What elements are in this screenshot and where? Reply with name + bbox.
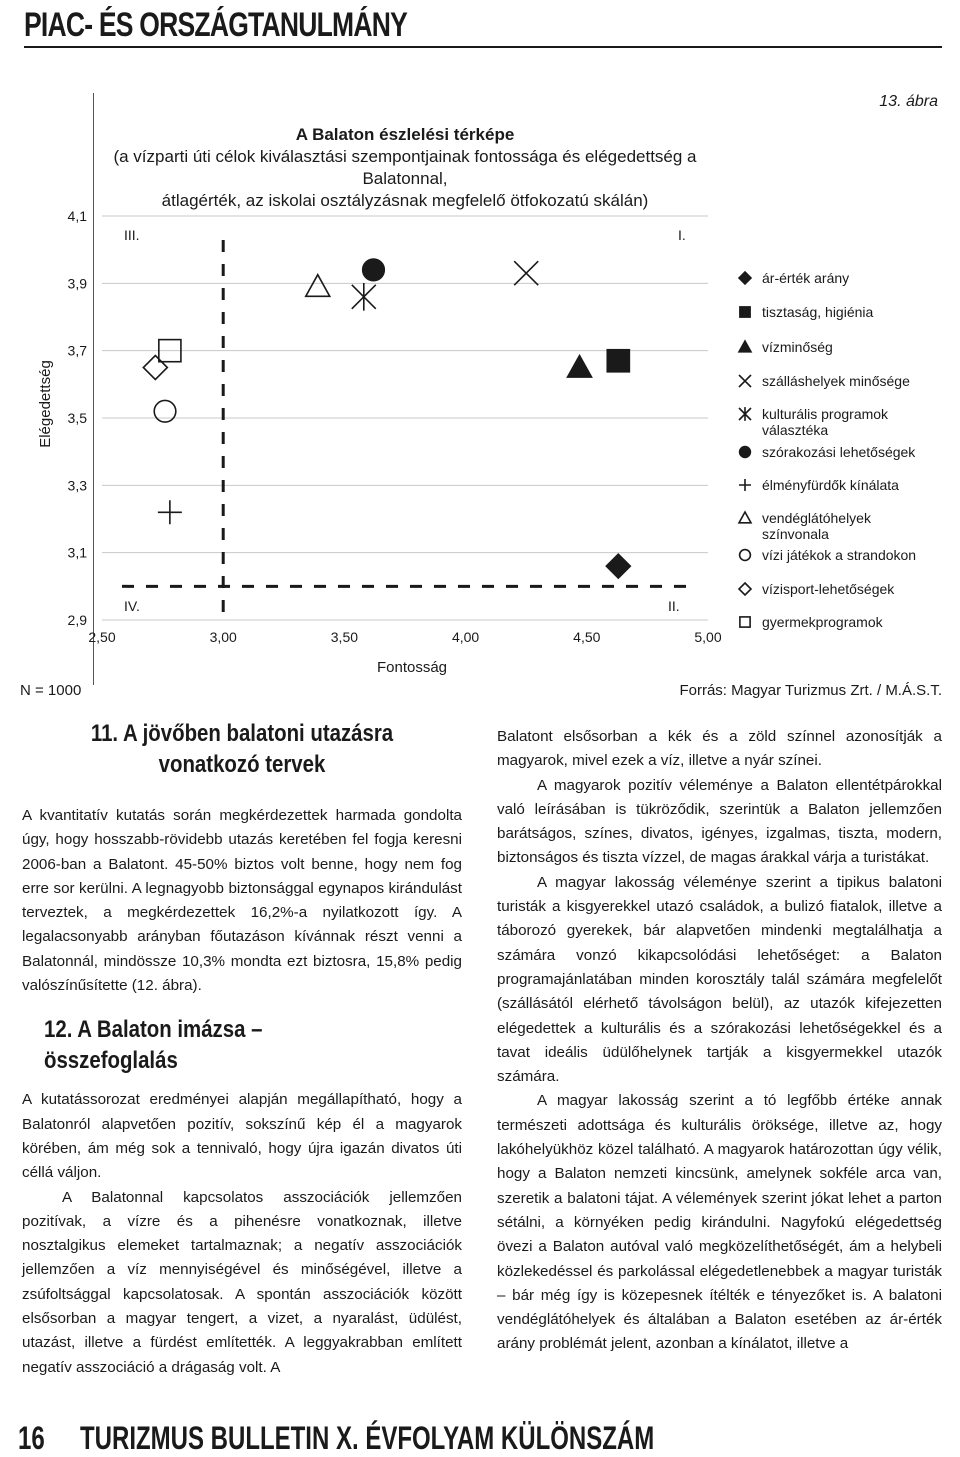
legend-marker <box>739 583 751 595</box>
legend-label: vízminőség <box>762 339 833 355</box>
section-11-paragraph: A kvantitatív kutatás során megkérdezettek harmada gondolta úgy, hogy hosszabb-rövidebb utazás keretében fel fogja keresni 2006-ban a Balatont. 45-50% biztos volt benne, hogy nem fog erre sor kerülni. A legnagyobb biztonsággal egynapos kirándulást terveztek, a megkérdezettek 16,2%-a nyilatkozott így. A legalacsonyabb arányban főutazáson kívánnak részt venni a Balatonnál, mindössze 10,3% mondta ezt biztosra, 15,8% pedig valószínűsítette (12. ábra). <box>22 807 462 995</box>
x-tick-label: 2,50 <box>88 629 116 645</box>
quadrant-label-iii: III. <box>124 227 140 243</box>
y-tick-label: 3,1 <box>67 544 87 561</box>
legend-label: ár-érték arány <box>762 270 850 286</box>
quadrant-label-iv: IV. <box>124 598 140 614</box>
section-11-title-line1: 11. A jövőben balatoni utazásra <box>90 720 394 747</box>
legend-marker <box>739 375 751 387</box>
data-point <box>606 554 630 578</box>
y-axis-title: Elégedettség <box>37 360 54 448</box>
legend-label: szórakozási lehetőségek <box>762 444 916 460</box>
chart-title-block <box>95 124 715 212</box>
x-tick-label: 4,50 <box>573 629 601 645</box>
chart-source: Forrás: Magyar Turizmus Zrt. / M.Á.S.T. <box>679 682 942 699</box>
y-tick-label: 2,9 <box>67 612 87 628</box>
page-header-title: PIAC- ÉS ORSZÁGTANULMÁNY <box>24 6 408 44</box>
data-point <box>363 259 385 281</box>
quadrant-label-i: I. <box>678 227 686 243</box>
legend-marker <box>739 272 751 284</box>
right-paragraph-3: A magyar lakosság véleménye szerint a tipikus balatoni turisták a kisgyerekkel utazó családok, a bulizó fiatalok, illetve a táborozó gyerekek, bár alapvetően mindenki megtalálhatja a számára vonzó kikapcsolódási lehetőséget: a Balaton programajánlatában minden korosztály talál számára megfelelőt (szállásától elérhető távolságon belül), az utazók kifejezetten elégedettek a kulturális és a szórakozási lehetőségekkel és a tavat ideális üdülőhelynek tartják a kisgyermekkel utazók számára. <box>497 873 942 1086</box>
x-axis-title: Fontosság <box>376 659 448 676</box>
legend-label: vendéglátóhelyek <box>762 510 871 526</box>
legend-label: színvonala <box>762 526 829 542</box>
legend-marker <box>739 512 751 523</box>
legend-label: kulturális programok <box>762 406 889 422</box>
legend-label: gyermekprogramok <box>762 614 883 630</box>
data-point <box>306 275 330 297</box>
legend-marker <box>740 447 751 458</box>
legend-label: vízi játékok a strandokon <box>762 547 917 563</box>
section-12-paragraph-1: A kutatássorozat eredményei alapján megállapítható, hogy a Balatonról alapvetően pozitív, sokszínű kép él a magyarok körében, ám még sok a tennivaló, hogy újra igazán divatos úti céllá váljon. <box>22 1091 462 1182</box>
data-point <box>568 356 592 378</box>
data-point <box>514 261 538 285</box>
legend-label: élményfürdők kínálata <box>762 477 899 493</box>
x-tick-label: 5,00 <box>694 629 722 645</box>
legend-label: választéka <box>762 422 829 438</box>
section-12-paragraph-2: A Balatonnal kapcsolatos asszociációk jellemzően pozitívak, a vízre és a pihenésre vonatkoznak, illetve nosztalgikus elemeket tartalmaznak; a negatív asszociációk jellemzően a víz mennyiségével és minőségével, illetve a zsúfoltsággal kapcsolatosak. A spontán asszociációk között elsősorban a magyar tengert, a vizet, a nyaralást, üdülést, utazást, illetve a fürdést említették. A leggyakrabban említett negatív asszociáció a drágaság volt. A <box>22 1188 462 1376</box>
legend-marker <box>739 479 751 491</box>
quadrant-label-ii: II. <box>668 598 680 614</box>
right-paragraph-1: Balatont elsősorban a kék és a zöld színnel azonosítják a magyarok, mivel ezek a víz, illetve a nyár színei. <box>497 728 942 770</box>
data-point <box>607 350 629 372</box>
right-paragraph-4: A magyar lakosság szerint a tó legfőbb értéke annak természeti adottsága és kulturális öröksége, illetve az, hogy lakóhelyükhöz közel található. A magyarok határozottan úgy vélik, hogy a Balaton nemzeti kincsünk, amelynek sokféle arca van, szeretik a balatoni tájat. A vélemények szerint jókat lehet a parton sétálni, a környéken pedig kirándulni. Nagyfokú elégedettség övezi a Balaton autóval való megközelíthetőségét, ám a helybeli közlekedéssel és parkolással elégedetlenebbek a magyar turisták – bár még így is közepesnek ítélték e tényezőket is. A balatoni vendéglátóhelyek és általában a Balaton esetében az ár-érték arány problémát jelent, azonban a kínálatot, illetve a <box>497 1092 942 1353</box>
legend-label: szálláshelyek minősége <box>762 373 910 389</box>
legend-marker <box>740 550 751 561</box>
x-tick-label: 3,50 <box>330 629 359 645</box>
section-11-title-line2: vonatkozó tervek <box>158 751 326 778</box>
header-rule <box>24 46 942 48</box>
data-point <box>154 400 176 422</box>
y-tick-label: 4,1 <box>67 208 87 224</box>
right-column <box>497 725 942 1357</box>
data-point <box>158 500 182 524</box>
data-point <box>352 283 376 311</box>
legend-marker <box>739 407 751 421</box>
data-point <box>143 356 167 380</box>
legend-marker <box>739 341 751 352</box>
y-tick-label: 3,9 <box>67 275 87 292</box>
y-tick-label: 3,7 <box>67 342 87 359</box>
legend-label: vízisport-lehetőségek <box>762 581 895 597</box>
legend-label: tisztaság, higiénia <box>762 304 874 320</box>
left-column <box>22 718 462 1380</box>
chart-title: A Balaton észlelési térképe <box>295 125 515 144</box>
legend-marker <box>740 617 750 627</box>
chart-subtitle-line2: átlagérték, az iskolai osztályzásnak megfelelő ötfokozatú skálán) <box>161 191 649 210</box>
figure-number: 13. ábra <box>879 93 938 110</box>
x-tick-label: 3,00 <box>209 629 237 645</box>
section-12-title: 12. A Balaton imázsa – összefoglalás <box>44 1016 263 1075</box>
y-tick-label: 3,5 <box>67 410 87 426</box>
legend-marker <box>740 307 750 317</box>
x-tick-label: 4,00 <box>451 629 480 645</box>
page-number: 16 <box>18 1420 45 1456</box>
publication-title: TURIZMUS BULLETIN X. ÉVFOLYAM KÜLÖNSZÁM <box>80 1420 655 1456</box>
y-tick-label: 3,3 <box>67 477 87 494</box>
sample-size-label: N = 1000 <box>20 682 82 699</box>
chart-subtitle-line1: (a vízparti úti célok kiválasztási szempontjainak fontossága és elégedettség a Balatonnal, <box>113 147 697 188</box>
perception-map-chart <box>0 200 960 680</box>
right-paragraph-2: A magyarok pozitív véleménye a Balaton ellentétpárokkal való leírásában is tükröződik, szerintük a Balaton jellemzően barátságos, színes, divatos, igényes, izgalmas, tiszta, modern, biztonságos és tiszta vízzel, de magas árakkal várja a turistákat. <box>497 776 942 867</box>
